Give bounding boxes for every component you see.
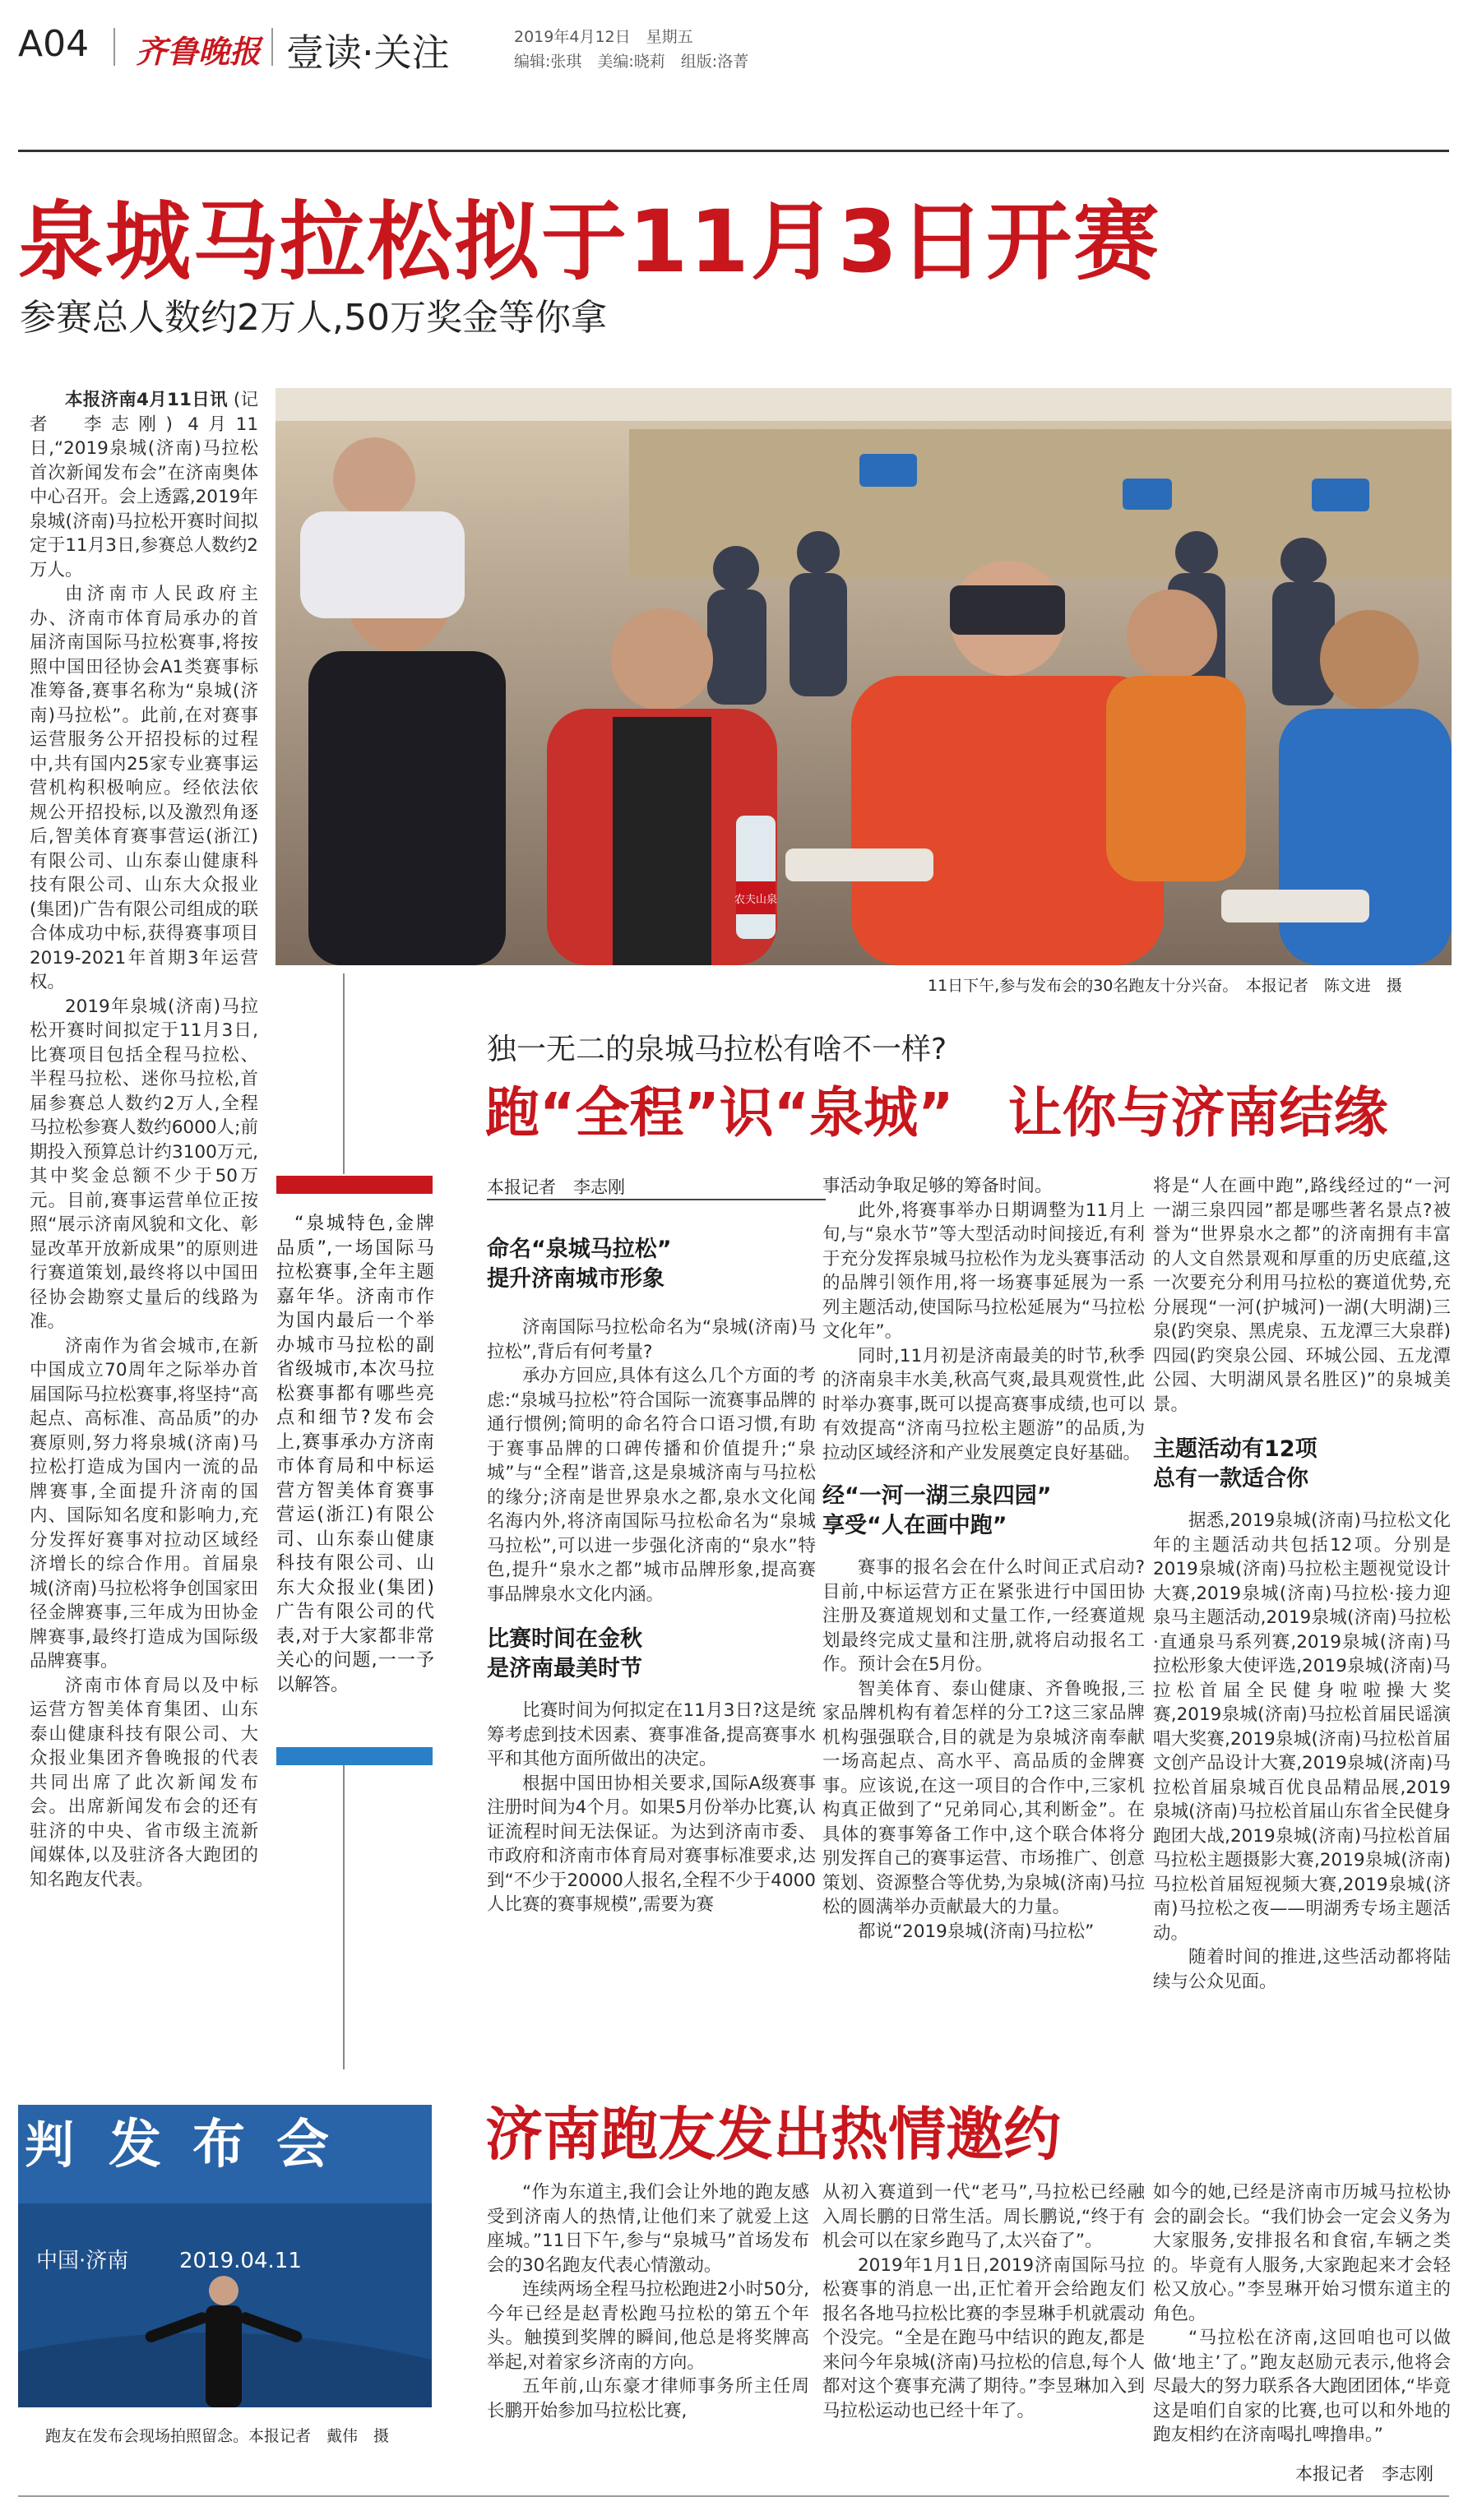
paragraph: 都说“2019泉城(济南)马拉松” [858,1921,1095,1942]
photo-illustration [276,388,1452,965]
callout-top-bar [276,1176,433,1194]
paragraph: 随着时间的推进,这些活动都将陆续与公众见面。 [1153,1947,1451,1992]
feature-column-1 [487,1235,816,1917]
sub-headline: 参赛总人数约2万人,50万奖金等你拿 [20,297,607,339]
banner-text: 发布会 [109,2115,360,2176]
lead-paragraph: 济南作为省会城市,在新中国成立70周年之际举办首届国际马拉松赛事,将坚持“高起点、高标准、高品质”的办赛原则,努力将泉城(济南)马拉松打造成为国内一流的品牌赛事,全面提升济南的国内、国际知名度和影响力,充分发挥好赛事对拉动区域经济增长的综合作用。首届泉城(济南)马拉松将争创国家田径金牌赛事,三年成为田协金牌赛事,最终打造成为国际级品牌赛事。 [30,1335,258,1672]
paragraph: 同时,11月初是济南最美的时节,秋季的济南泉丰水美,秋高气爽,最具观赏性,此时举办赛事,既可以提高赛事成绩,也可以有效提高“济南马拉松主题游”的品质,为拉动区域经济和产业发展奠定良好基础。 [822,1345,1145,1463]
masthead-divider [113,28,115,66]
photo-caption: 11日下午,参与发布会的30名跑友十分兴奋。 本报记者 陈文进 摄 [928,977,1402,995]
photo-caption: 跑友在发布会现场拍照留念。本报记者 戴伟 摄 [45,2427,390,2445]
paragraph: 据悉,2019泉城(济南)马拉松文化年的主题活动共包括12项。分别是2019泉城(济南)马拉松主题视觉设计大赛,2019泉城(济南)马拉松·接力迎泉马主题活动,2019泉城(济南)马拉松·直通泉马系列赛,2019泉城(济南)马拉松形象大使评选,2019泉城(济南)马拉松首届全民健身啦啦操大奖赛,2019泉城(济南)马拉松首届民谣演唱大奖赛,2019泉城(济南)马拉松首届文创产品设计大赛,2019泉城(济南)马拉松首届泉城百优良品精品展,2019泉城(济南)马拉松首届山东省全民健身跑团大战,2019泉城(济南)马拉松首届马拉松主题摄影大赛,2019泉城(济南)马拉松首届短视频大赛,2019泉城(济南)马拉松之夜——明湖秀专场主题活动。 [1153,1510,1451,1944]
paragraph: 事活动争取足够的筹备时间。 [822,1176,1053,1196]
column-rule [343,1765,345,2069]
paragraph: 承办方回应,具体有这么几个方面的考虑:“泉城马拉松”符合国际一流赛事品牌的通行惯例;简明的命名符合口语习惯,有助于赛事品牌的口碑传播和价值提升;“泉城”与“全程”谐音,这是泉城济南与马拉松的缘分;济南是世界泉水之都,泉水文化闻名海内外,将济南国际马拉松命名为“泉城马拉松”,可以进一步强化济南的“泉水”特色,提升“泉水之都”城市品牌形象,提高赛事品牌泉水文化内涵。 [487,1366,816,1605]
newspaper-logo: 齐鲁晚报 [136,33,262,70]
lead-paragraph: 济南市体育局以及中标运营方智美体育集团、山东泰山健康科技有限公司、大众报业集团齐鲁晚报的代表共同出席了此次新闻发布会。出席新闻发布会的还有驻济的中央、省市级主流新闻媒体,以及驻济各大跑团的知名跑友代表。 [30,1675,258,1890]
section2-column-3 [1153,2180,1451,2448]
paragraph: 赛事的报名会在什么时间正式启动?目前,中标运营方正在紧张进行中国田协注册及赛道规划和丈量工作,一经赛道规划最终完成丈量和注册,就将启动报名工作。预计会在5月份。 [822,1557,1145,1675]
section2-column-1 [487,2180,809,2423]
header-rule [18,150,1449,152]
paragraph: 2019年1月1日,2019济南国际马拉松赛事的消息一出,正忙着开会给跑友们报名各地马拉松比赛的李昱琳手机就震动个没完。“全是在跑马中结识的跑友,都是来问今年泉城(济南)马拉松的信息,每个人都对这个赛事充满了期待。”李昱琳加入到马拉松运动也已经十年了。 [822,2254,1145,2421]
section2-column-2 [822,2180,1145,2423]
photo-date: 2019.04.11 [179,2249,302,2273]
footer-rule [18,2495,1449,2497]
press-conference-photo [276,388,1452,965]
paragraph-text: 4月11日,“2019泉城(济南)马拉松首次新闻发布会”在济南奥体中心召开。会上透露,2019年泉城(济南)马拉松开赛时间拟定于11月3日,参赛总人数约2万人。 [30,414,258,580]
paragraph: 将是“人在画中跑”,路线经过的“一河一湖三泉四园”都是哪些著名景点?被誉为“世界泉水之都”的济南拥有丰富的人文自然景观和厚重的历史底蕴,这一次要充分利用马拉松的赛道优势,充分展现“一河(护城河)一湖(大明湖)三泉(趵突泉、黑虎泉、五龙潭三大泉群)四园(趵突泉公园、环城公园、五龙潭公园、大明湖风景名胜区)”的泉城美景。 [1153,1176,1451,1415]
paragraph: 从初入赛道到一代“老马”,马拉松已经融入周长鹏的日常生活。周长鹏说,“终于有机会可以在家乡跑马了,太兴奋了”。 [822,2182,1145,2251]
feature-kicker: 独一无二的泉城马拉松有啥不一样? [487,1033,947,1066]
paragraph: 智美体育、泰山健康、齐鲁晚报,三家品牌机构有着怎样的分工?这三家品牌机构强强联合,目的就是为泉城济南奉献一场高起点、高水平、高品质的金牌赛事。应该说,在这一项目的合作中,三家机构真正做到了“兄弟同心,其利断金”。在具体的赛事筹备工作中,这个联合体将分别发挥自己的赛事运营、市场推广、创意策划、资源整合等优势,为泉城(济南)马拉松的圆满举办贡献最大的力量。 [822,1678,1145,1917]
paragraph: 五年前,山东豪才律师事务所主任周长鹏开始参加马拉松比赛, [487,2376,809,2421]
byline-rule [487,1199,826,1200]
masthead-divider [271,28,273,66]
paragraph: 如今的她,已经是济南市历城马拉松协会的副会长。“我们协会一定会义务为大家服务,安排报名和食宿,车辆之类的。毕竟有人服务,大家跑起来才会轻松又放心。”李昱琳开始习惯东道主的角色。 [1153,2182,1451,2324]
runner-photo [18,2105,432,2407]
feature-column-3 [1153,1174,1451,1994]
feature-byline: 本报记者 李志刚 [487,1177,625,1197]
section-title: 济南跑友发出热情邀约 [485,2101,1061,2168]
subheading: 主题活动有12项 总有一款适合你 [1153,1436,1317,1491]
paragraph: 根据中国田协相关要求,国际A级赛事注册时间为4个月。如果5月份举办比赛,认证流程时间无法保证。为达到济南市委、市政府和济南市体育局对赛事标准要求,达到“不少于20000人报名,全程不少于4000人比赛的赛事规模”,需要为赛 [487,1773,816,1915]
callout-box: “泉城特色,金牌品质”,一场国际马拉松赛事,全年主题嘉年华。济南市作为国内最后一个举办城市马拉松的副省级城市,本次马拉松赛事都有哪些亮点和细节?发布会上,赛事承办方济南市体育局和中标运营方智美体育赛事营运(浙江)有限公司、山东泰山健康科技有限公司、山东大众报业(集团)广告有限公司的代表,对于大家都非常关心的问题,一一予以解答。 [276,1214,434,1695]
reporter-credit: 本报记者 李志刚 [1295,2464,1433,2484]
bottle-label: 农夫山泉 [734,894,778,906]
reporter: (记者 李志刚) [30,390,258,435]
subheading: 经“一河一湖三泉四园” 享受“人在画中跑” [822,1483,1052,1538]
subheading: 比赛时间在金秋 是济南最美时节 [487,1626,642,1681]
lead-article [30,388,258,1892]
paragraph: 比赛时间为何拟定在11月3日?这是统筹考虑到技术因素、赛事准备,提高赛事水平和其他方面所做出的决定。 [487,1700,816,1769]
page-number: A04 [18,23,90,65]
subheading: 命名“泉城马拉松” 提升济南城市形象 [487,1237,672,1292]
paragraph: 济南国际马拉松命名为“泉城(济南)马拉松”,背后有何考量? [487,1317,816,1362]
dateline: 本报济南4月11日讯 [65,390,228,410]
paragraph: 此外,将赛事举办日期调整为11月上旬,与“泉水节”等大型活动时间接近,有利于充分发挥泉城马拉松作为龙头赛事活动的品牌引领作用,将一场赛事延展为一系列主题活动,使国际马拉松延展为“马拉松文化年”。 [822,1200,1145,1342]
paragraph: 连续两场全程马拉松跑进2小时50分,今年已经是赵青松跑马拉松的第五个年头。触摸到奖牌的瞬间,他总是将奖牌高举起,对着家乡济南的方向。 [487,2279,809,2373]
lead-paragraph: 由济南市人民政府主办、济南市体育局承办的首届济南国际马拉松赛事,将按照中国田径协会A1类赛事标准筹备,赛事名称为“泉城(济南)马拉松”。此前,在对赛事运营服务公开招投标的过程中,共有国内25家专业赛事运营机构积极响应。经依法依规公开招投标,以及激烈角逐后,智美体育赛事营运(浙江)有限公司、山东泰山健康科技有限公司、山东大众报业(集团)广告有限公司组成的联合体成功中标,获得赛事项目2019-2021年首期3年运营权。 [30,584,258,992]
section-name: 壹读·关注 [286,30,450,75]
main-headline: 泉城马拉松拟于11月3日开赛 [18,192,1161,292]
lead-paragraph: 2019年泉城(济南)马拉松开赛时间拟定于11月3日,比赛项目包括全程马拉松、半程马拉松、迷你马拉松,首届参赛总人数约2万人,全程马拉松参赛人数约6000人;前期投入预算总计约3100万元,其中奖金总额不少于50万元。目前,赛事运营单位正按照“展示济南风貌和文化、彰显改革开放新成果”的原则进行赛道策划,最终将以中国田径协会勘察丈量后的线路为准。 [30,996,258,1332]
editor-credits: 编辑:张琪 美编:晓莉 组版:洛菁 [514,53,749,71]
banner-left-char: 判 [25,2117,74,2175]
issue-date: 2019年4月12日 星期五 [514,28,693,46]
paragraph: “马拉松在济南,这回咱也可以做做‘地主’了。”跑友赵励元表示,他将会尽最大的努力联系各大跑团团体,“毕竟这是咱们自家的比赛,也可以和外地的跑友相约在济南喝扎啤撸串。” [1153,2328,1451,2445]
lead-paragraph [30,388,258,582]
callout-bottom-bar [276,1747,433,1765]
feature-title: 跑“全程”识“泉城” 让你与济南结缘 [485,1081,1388,1144]
paragraph: “作为东道主,我们会让外地的跑友感受到济南人的热情,让他们来了就爱上这座城。”11日下午,参与“泉城马”首场发布会的30名跑友代表心情激动。 [487,2182,809,2276]
photo-illustration [18,2105,432,2407]
column-rule [343,973,345,1174]
photo-place: 中国·济南 [36,2249,129,2273]
feature-column-2 [822,1174,1145,1944]
